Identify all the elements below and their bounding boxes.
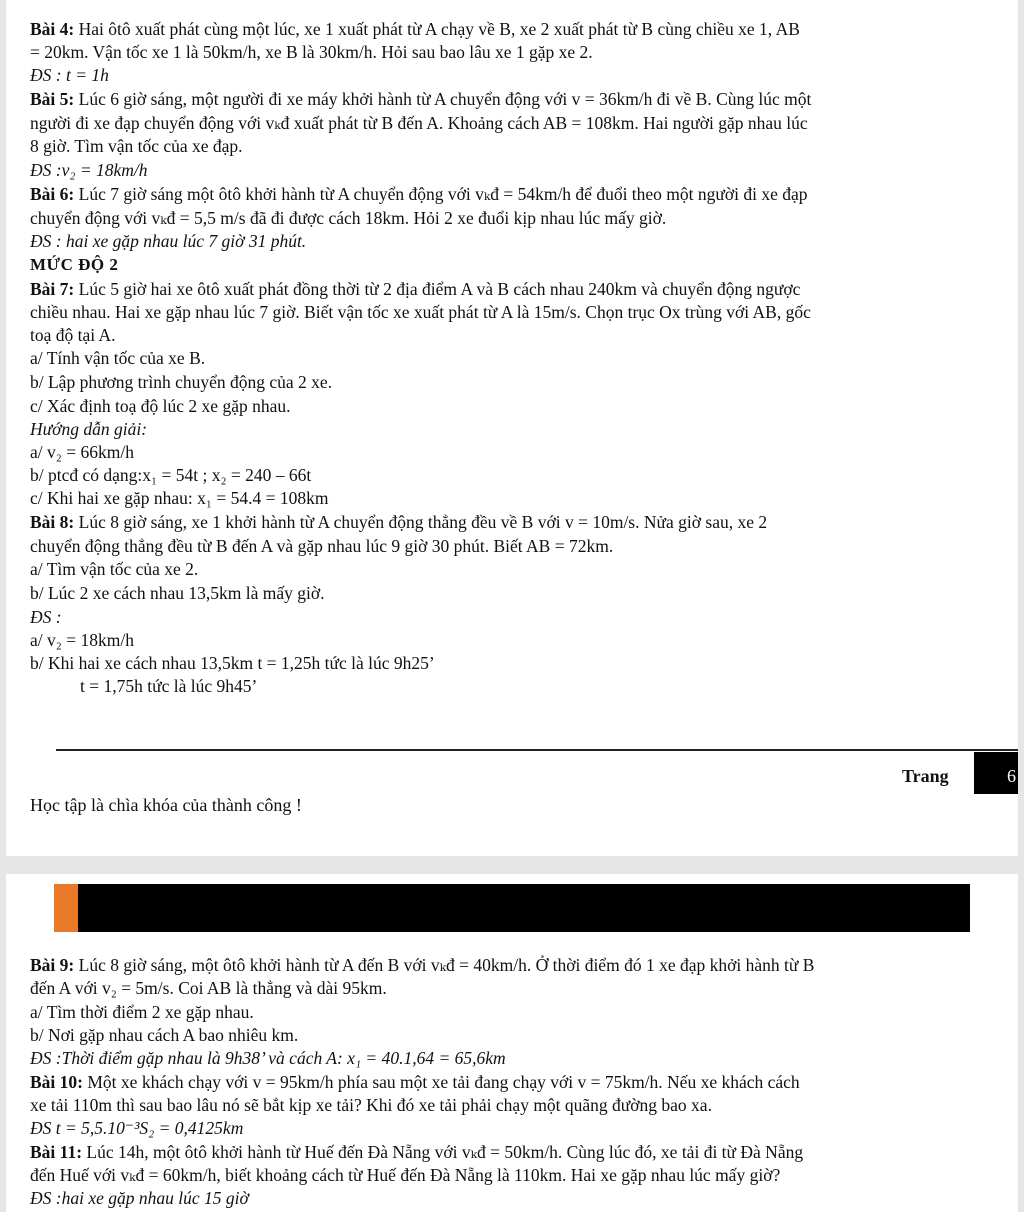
text-line: = 20km. Vận tốc xe 1 là 50km/h, xe B là 30km/h. Hỏi sau bao lâu xe 1 gặp xe 2. [30, 42, 593, 62]
text-line: người đi xe đạp chuyển động với vₖđ xuất phát từ B đến A. Khoảng cách AB = 108km. Hai người gặp nhau lúc [30, 113, 808, 133]
guide-heading: Hướng dẫn giải: [30, 419, 148, 439]
text-line: a/ Tính vận tốc của xe B. [30, 348, 206, 368]
text-line: Bài 10: Một xe khách chạy với v = 95km/h phía sau một xe tải đang chạy với v = 75km/h. Nếu xe khách cách [30, 1072, 800, 1092]
document-page-7 [6, 874, 1018, 1212]
text-line: chuyển động thẳng đều từ B đến A và gặp nhau lúc 9 giờ 30 phút. Biết AB = 72km. [30, 536, 614, 556]
text-line: b/ Lúc 2 xe cách nhau 13,5km là mấy giờ. [30, 583, 325, 603]
text-line: t = 1,75h tức là lúc 9h45’ [80, 676, 258, 696]
problem-number: Bài 7: [30, 279, 75, 299]
text-line: chiều nhau. Hai xe gặp nhau lúc 7 giờ. Biết vận tốc xe xuất phát từ A là 15m/s. Chọn trục Ox trùng với AB, gốc [30, 302, 811, 322]
text-line: a/ Tìm vận tốc của xe 2. [30, 559, 199, 579]
section-heading: MỨC ĐỘ 2 [30, 255, 119, 274]
text-line: b/ Lập phương trình chuyển động của 2 xe. [30, 372, 333, 392]
page-label: Trang [902, 766, 949, 786]
answer-line: ĐS : [30, 607, 62, 627]
text-line: 8 giờ. Tìm vận tốc của xe đạp. [30, 136, 243, 156]
problem-number: Bài 8: [30, 512, 75, 532]
text-line: b/ ptcđ có dạng:x₁ = 54t ; x₂ = 240 – 66t [30, 465, 312, 485]
problem-number: Bài 4: [30, 19, 75, 39]
text-line: c/ Xác định toạ độ lúc 2 xe gặp nhau. [30, 396, 291, 416]
text-line: Bài 7: Lúc 5 giờ hai xe ôtô xuất phát đồng thời từ 2 địa điểm A và B cách nhau 240km và chuyển động ngược [30, 279, 801, 299]
answer-line: ĐS :hai xe gặp nhau lúc 15 giờ [30, 1188, 249, 1208]
text-line: a/ v₂ = 18km/h [30, 630, 134, 650]
text-line: a/ v₂ = 66km/h [30, 442, 134, 462]
problem-number: Bài 10: [30, 1072, 83, 1092]
text-line: đến A với v₂ = 5m/s. Coi AB là thẳng và dài 95km. [30, 978, 387, 998]
text-line: c/ Khi hai xe gặp nhau: x₁ = 54.4 = 108km [30, 488, 329, 508]
answer-line: ĐS t = 5,5.10⁻³S₂ = 0,4125km [30, 1118, 244, 1138]
text-line: Bài 4: Hai ôtô xuất phát cùng một lúc, xe 1 xuất phát từ A chạy về B, xe 2 xuất phát từ B cùng chiều xe 1, AB [30, 19, 800, 39]
header-accent [54, 884, 78, 932]
text-line: a/ Tìm thời điểm 2 xe gặp nhau. [30, 1002, 254, 1022]
header-bar [54, 884, 970, 932]
problem-number: Bài 11: [30, 1142, 83, 1162]
answer-line: ĐS :Thời điểm gặp nhau là 9h38’ và cách A: x₁ = 40.1,64 = 65,6km [30, 1048, 506, 1068]
text-line: Bài 11: Lúc 14h, một ôtô khởi hành từ Huế đến Đà Nẵng với vₖđ = 50km/h. Cùng lúc đó, xe tải đi từ Đà Nẵng [30, 1142, 804, 1162]
text-line: b/ Nơi gặp nhau cách A bao nhiêu km. [30, 1025, 299, 1045]
answer-line: ĐS : t = 1h [30, 65, 109, 85]
page-number: 6 [974, 752, 1018, 794]
document-page-6 [6, 0, 1018, 856]
text-line: toạ độ tại A. [30, 325, 116, 345]
answer-line: ĐS :v₂ = 18km/h [30, 160, 148, 180]
answer-line: ĐS : hai xe gặp nhau lúc 7 giờ 31 phút. [30, 231, 307, 251]
problem-number: Bài 6: [30, 184, 75, 204]
text-line: Bài 8: Lúc 8 giờ sáng, xe 1 khởi hành từ A chuyển động thẳng đều về B với v = 10m/s. Nửa giờ sau, xe 2 [30, 512, 768, 532]
text-line: Bài 5: Lúc 6 giờ sáng, một người đi xe máy khởi hành từ A chuyển động với v = 36km/h đi về B. Cùng lúc một [30, 89, 812, 109]
text-line: đến Huế với vₖđ = 60km/h, biết khoảng cách từ Huế đến Đà Nẵng là 110km. Hai xe gặp nhau lúc mấy giờ? [30, 1165, 781, 1185]
footer-motto: Học tập là chìa khóa của thành công ! [30, 795, 302, 815]
problem-number: Bài 5: [30, 89, 75, 109]
text-line: Bài 9: Lúc 8 giờ sáng, một ôtô khởi hành từ A đến B với vₖđ = 40km/h. Ở thời điểm đó 1 xe đạp khởi hành từ B [30, 955, 815, 975]
text-line: Bài 6: Lúc 7 giờ sáng một ôtô khởi hành từ A chuyển động với vₖđ = 54km/h để đuổi theo một người đi xe đạp [30, 184, 808, 204]
text-line: chuyển động với vₖđ = 5,5 m/s đã đi được cách 18km. Hỏi 2 xe đuổi kịp nhau lúc mấy giờ. [30, 208, 667, 228]
text-line: xe tải 110m thì sau bao lâu nó sẽ bắt kịp xe tải? Khi đó xe tải phải chạy một quãng đường bao xa. [30, 1095, 712, 1115]
problem-number: Bài 9: [30, 955, 75, 975]
text-line: b/ Khi hai xe cách nhau 13,5km t = 1,25h tức là lúc 9h25’ [30, 653, 435, 673]
footer-divider [56, 749, 1018, 751]
